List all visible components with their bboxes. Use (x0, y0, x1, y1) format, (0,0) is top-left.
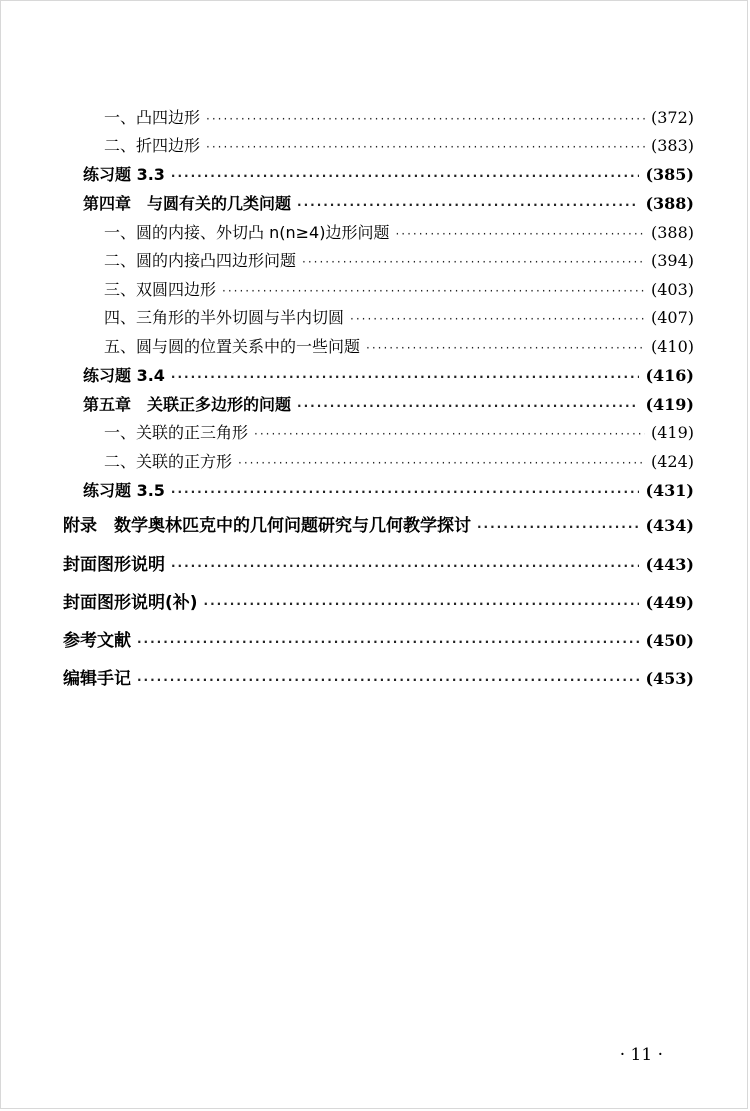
dot-leader (206, 133, 645, 161)
toc-entry[interactable] (104, 276, 694, 304)
toc-entry-page: (424) (650, 452, 694, 471)
toc-entry[interactable] (104, 132, 694, 160)
toc-entry[interactable] (104, 448, 694, 476)
toc-entry-page: (419) (645, 395, 694, 414)
toc-entry-title: 四、三角形的半外切圆与半内切圆 (104, 308, 345, 327)
toc-entry[interactable] (83, 190, 694, 218)
dot-leader (477, 513, 639, 541)
toc-entry-page: (407) (650, 308, 694, 327)
toc-entry-page: (449) (645, 593, 694, 612)
dot-leader (350, 305, 645, 333)
toc-entry-page: (403) (650, 280, 694, 299)
toc-entry-title: 一、凸四边形 (104, 108, 201, 127)
toc-entry-page: (443) (645, 555, 694, 574)
toc-entry[interactable] (63, 512, 694, 540)
toc-entry[interactable] (104, 333, 694, 361)
toc-entry-title: 参考文献 (63, 631, 131, 651)
toc-entry[interactable] (104, 304, 694, 332)
dot-leader (171, 478, 640, 506)
toc-entry[interactable] (104, 219, 694, 247)
toc-entry-title: 三、双圆四边形 (104, 280, 217, 299)
dot-leader (137, 628, 639, 656)
toc-entry-title: 二、圆的内接凸四边形问题 (104, 251, 297, 270)
toc-entry-title: 封面图形说明 (63, 555, 165, 575)
dot-leader (297, 191, 639, 219)
toc-entry-page: (434) (645, 516, 694, 535)
toc-entry[interactable] (83, 362, 694, 390)
dot-leader (171, 162, 640, 190)
dot-leader (366, 334, 645, 362)
toc-entry[interactable] (63, 627, 694, 655)
toc-entry[interactable] (104, 104, 694, 132)
toc-entry-page: (394) (650, 251, 694, 270)
dot-leader (238, 449, 645, 477)
toc-entry-page: (372) (650, 108, 694, 127)
toc-entry-title: 附录 数学奥林匹克中的几何问题研究与几何教学探讨 (63, 516, 471, 536)
toc-entry[interactable] (104, 419, 694, 447)
toc-entry[interactable] (63, 665, 694, 693)
toc-entry[interactable] (63, 589, 694, 617)
toc-entry-title: 二、折四边形 (104, 136, 201, 155)
toc-entry-page: (385) (645, 165, 694, 184)
toc-entry[interactable] (104, 247, 694, 275)
toc-entry-title: 练习题 3.5 (83, 481, 165, 500)
toc-entry-page: (453) (645, 669, 694, 688)
toc-entry[interactable] (83, 391, 694, 419)
toc-entry-title: 编辑手记 (63, 669, 131, 689)
dot-leader (302, 248, 645, 276)
dot-leader (254, 420, 645, 448)
toc-entry-title: 五、圆与圆的位置关系中的一些问题 (104, 337, 361, 356)
toc-entry-page: (388) (650, 223, 694, 242)
dot-leader (204, 590, 640, 618)
dot-leader (206, 105, 645, 133)
toc-entry-page: (410) (650, 337, 694, 356)
toc-entry-page: (416) (645, 366, 694, 385)
toc-entry-title: 第五章 关联正多边形的问题 (83, 395, 292, 414)
toc-entry-title: 封面图形说明(补) (63, 593, 198, 613)
toc-entry-title: 一、圆的内接、外切凸 n(n≥4)边形问题 (104, 223, 390, 242)
toc-entry[interactable] (63, 551, 694, 579)
dot-leader (222, 277, 645, 305)
dot-leader (395, 220, 645, 248)
page-number: · 11 · (619, 1045, 663, 1065)
toc-entry-page: (450) (645, 631, 694, 650)
toc-entry[interactable] (83, 477, 694, 505)
dot-leader (171, 552, 639, 580)
toc-entry-page: (383) (650, 136, 694, 155)
toc-entry[interactable] (83, 161, 694, 189)
dot-leader (137, 666, 639, 694)
toc-entry-page: (431) (645, 481, 694, 500)
toc-entry-page: (419) (650, 423, 694, 442)
toc-entry-title: 练习题 3.3 (83, 165, 165, 184)
toc-entry-title: 第四章 与圆有关的几类问题 (83, 194, 292, 213)
toc-entry-page: (388) (645, 194, 694, 213)
toc-entry-title: 一、关联的正三角形 (104, 423, 249, 442)
dot-leader (171, 363, 640, 391)
toc-entry-title: 练习题 3.4 (83, 366, 165, 385)
toc-entry-title: 二、关联的正方形 (104, 452, 233, 471)
dot-leader (297, 392, 639, 420)
